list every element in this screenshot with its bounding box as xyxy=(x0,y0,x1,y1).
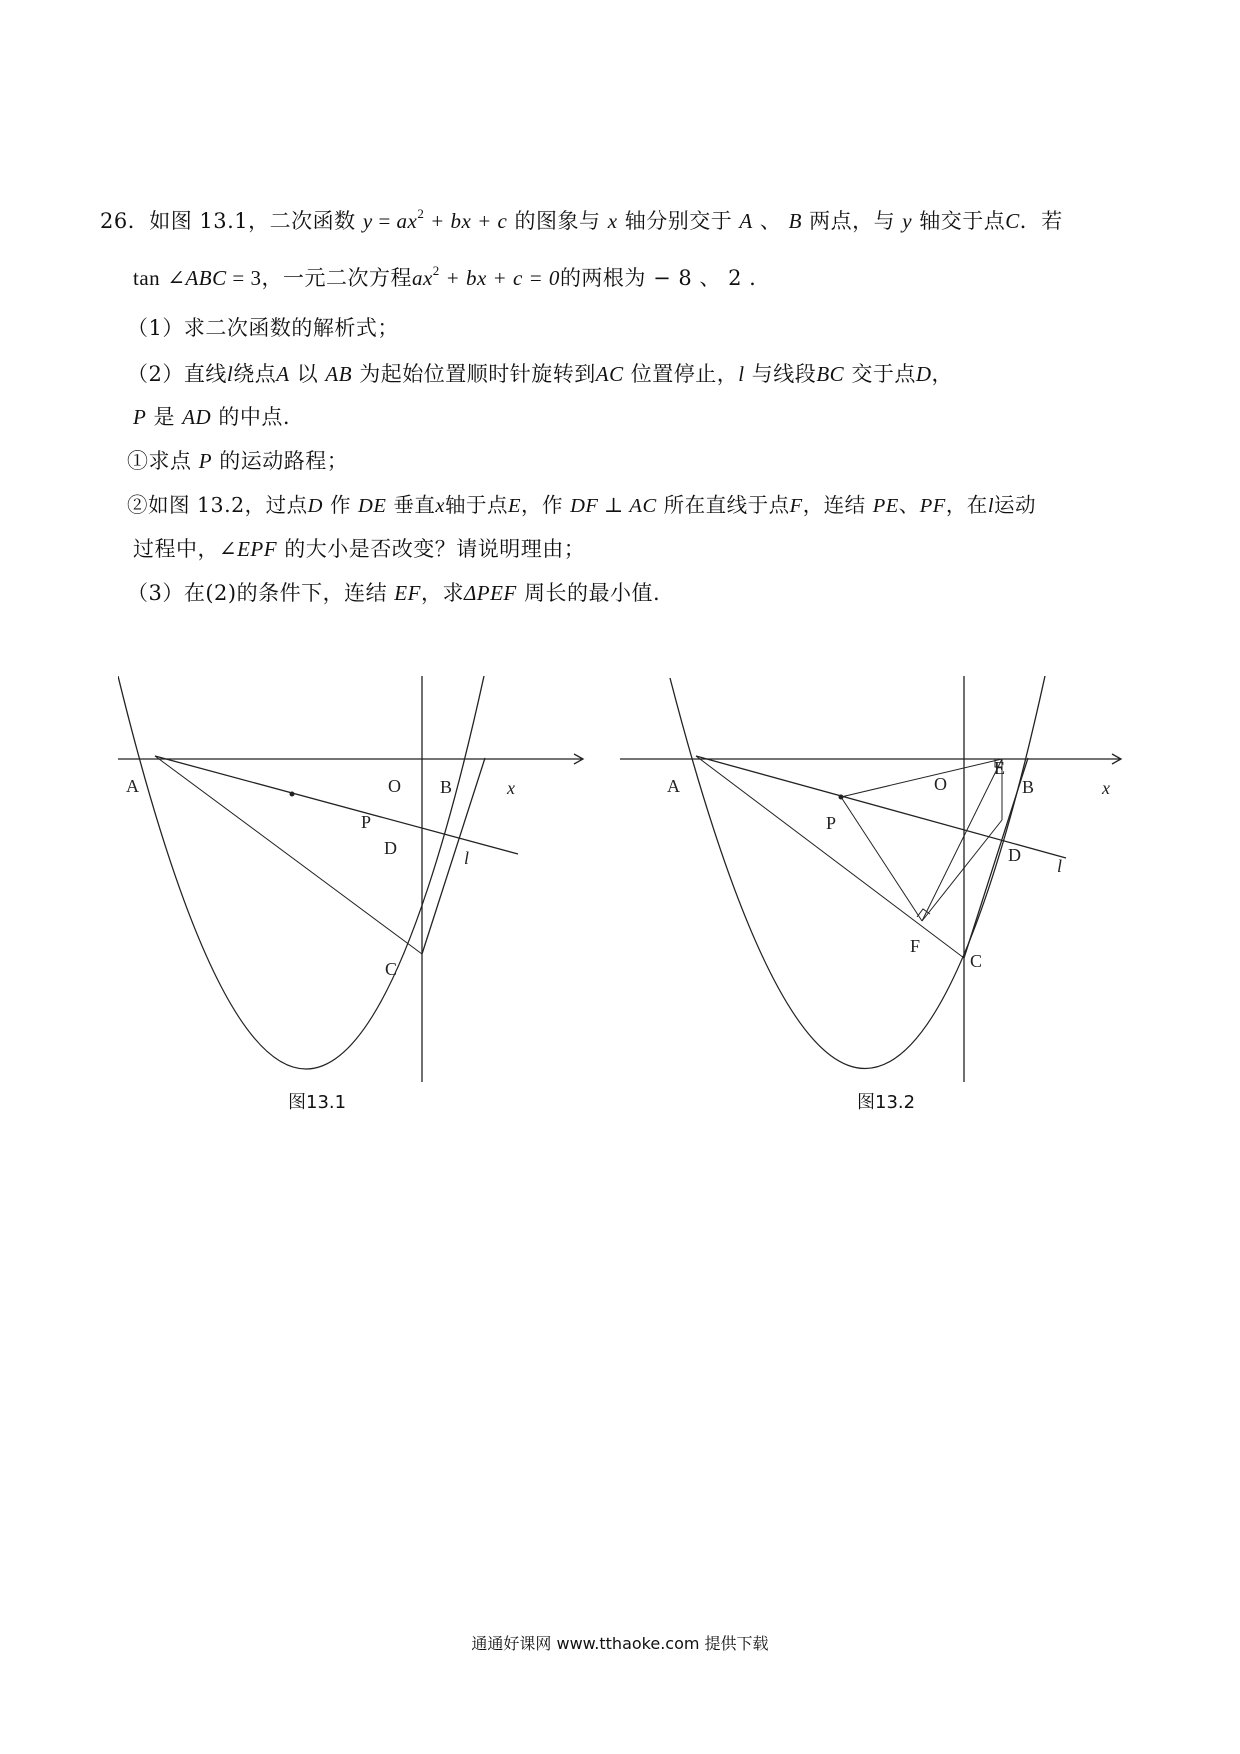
point-P xyxy=(290,792,295,797)
text: ①求点 xyxy=(127,449,199,473)
text: ， xyxy=(931,362,954,386)
math-l: l xyxy=(226,362,234,386)
question-2-2-cont xyxy=(133,533,585,563)
math-rest: + bx + c = 0 xyxy=(439,266,560,290)
label-l: l xyxy=(464,848,470,868)
text: ，一元二次方程 xyxy=(261,266,412,290)
text: 的图象与 xyxy=(507,209,608,233)
figure-13-1 xyxy=(118,676,588,1120)
figure-13-2 xyxy=(620,676,1130,1120)
math-AB: AB xyxy=(325,362,353,386)
label-D: D xyxy=(384,838,397,858)
math-DE: DE xyxy=(358,495,387,517)
problem-number: 26． xyxy=(100,209,150,233)
problem-line-1 xyxy=(100,205,1063,235)
math-A: A xyxy=(739,209,753,233)
figure-13-1-caption: 图13.1 xyxy=(288,1092,347,1113)
parabola xyxy=(670,676,1045,1069)
label-A: A xyxy=(667,776,680,796)
math-F: F xyxy=(789,495,803,517)
text: 为起始位置顺时针旋转到 xyxy=(352,362,596,386)
text: 交于点 xyxy=(844,362,916,386)
text: 、 xyxy=(898,493,920,517)
figure-13-2-caption: 图13.2 xyxy=(857,1092,916,1113)
math-DF: DF xyxy=(570,495,599,517)
text: 轴交于点 xyxy=(912,209,1006,233)
math-perp: ⊥ xyxy=(598,495,630,517)
text: 、 xyxy=(752,209,789,233)
math-y: y xyxy=(902,209,913,233)
question-2-1 xyxy=(127,445,348,475)
problem-line-2 xyxy=(133,262,756,292)
label-B: B xyxy=(440,777,453,797)
math-angle: ∠ABC xyxy=(167,266,227,290)
label-O: O xyxy=(388,776,401,796)
math-l: l xyxy=(987,495,995,517)
text: 作 xyxy=(322,493,359,517)
text: ．若 xyxy=(1019,209,1063,233)
math-angle: ∠EPF xyxy=(219,537,278,561)
math-x: x xyxy=(435,495,445,517)
question-1 xyxy=(127,312,399,342)
math-E: E xyxy=(508,495,522,517)
label-B: B xyxy=(1022,777,1035,797)
math-PF: PF xyxy=(919,495,946,517)
text: 的大小是否改变？请说明理由； xyxy=(277,537,586,561)
question-2-cont xyxy=(133,401,290,431)
text: 周长的最小值. xyxy=(516,581,661,605)
text: 垂直 xyxy=(386,493,436,517)
text: 轴分别交于 xyxy=(617,209,740,233)
math-P: P xyxy=(133,405,147,429)
math-ax: ax xyxy=(396,209,418,233)
line-l xyxy=(696,756,1066,858)
math-AC: AC xyxy=(629,495,657,517)
segment-BC xyxy=(422,758,485,954)
text: 所在直线于点 xyxy=(656,493,790,517)
math-D: D xyxy=(915,362,932,386)
question-3 xyxy=(127,577,660,607)
math-EF: EF xyxy=(394,581,421,605)
label-F: F xyxy=(910,936,921,956)
segment-DF xyxy=(922,820,1002,921)
math-eq: = 3 xyxy=(226,266,262,290)
label-E: E xyxy=(994,758,1005,778)
math-A: A xyxy=(276,362,290,386)
math-exp: 2 xyxy=(432,263,440,278)
text: 运动 xyxy=(994,493,1037,517)
label-x: x xyxy=(507,778,515,798)
math-ax: ax xyxy=(411,266,433,290)
segment-PE xyxy=(841,759,1002,797)
figure-13-1-diagram xyxy=(118,676,588,1116)
text: （2）直线 xyxy=(127,362,227,386)
math-BC: BC xyxy=(816,362,845,386)
label-O: O xyxy=(934,774,947,794)
math-C: C xyxy=(1005,209,1020,233)
segment-AC xyxy=(155,756,422,954)
math-l: l xyxy=(738,362,745,386)
math-D: D xyxy=(307,495,323,517)
text: 是 xyxy=(146,405,183,429)
math-PE: PE xyxy=(872,495,899,517)
label-P: P xyxy=(826,813,837,833)
figure-13-2-diagram xyxy=(620,676,1130,1116)
math-B: B xyxy=(788,209,802,233)
label-l: l xyxy=(1057,856,1063,876)
label-x: x xyxy=(1102,778,1110,798)
math-triangle: ΔPEF xyxy=(463,581,517,605)
text: ②如图 13.2，过点 xyxy=(127,493,308,517)
text: ，求 xyxy=(420,581,464,605)
text: 与线段 xyxy=(744,362,817,386)
footer-source: 通通好课网 www.tthaoke.com 提供下载 xyxy=(471,1634,769,1653)
label-P: P xyxy=(361,812,372,832)
question-2 xyxy=(127,358,953,388)
segment-AC xyxy=(696,756,964,958)
text: 轴于点 xyxy=(445,493,508,517)
math-exp: 2 xyxy=(417,206,425,221)
text: 位置停止， xyxy=(623,362,739,386)
label-D: D xyxy=(1008,845,1021,865)
label-C: C xyxy=(385,959,398,979)
math-rest: + bx + c xyxy=(424,209,508,233)
math-y: y xyxy=(362,209,373,233)
label-A: A xyxy=(126,776,139,796)
math-x: x xyxy=(607,209,618,233)
text: 的两根为 − 8 、 2 . xyxy=(559,266,757,290)
text: 的运动路程； xyxy=(212,449,349,473)
math-P: P xyxy=(198,449,213,473)
parabola xyxy=(118,676,484,1069)
text: 如图 13.1，二次函数 xyxy=(149,209,356,233)
math-eq: = xyxy=(372,209,397,233)
text: 绕点 xyxy=(233,362,277,386)
text: 以 xyxy=(289,362,326,386)
text: （3）在(2)的条件下，连结 xyxy=(127,581,395,605)
math-AC: AC xyxy=(595,362,624,386)
label-C: C xyxy=(970,951,983,971)
math-AD: AD xyxy=(182,405,212,429)
question-2-2 xyxy=(127,488,1036,518)
text: 过程中， xyxy=(133,537,219,561)
text: （1）求二次函数的解析式； xyxy=(127,316,399,340)
line-l xyxy=(155,756,518,854)
text: ，连结 xyxy=(802,493,873,517)
text: ，作 xyxy=(521,493,571,517)
point-P xyxy=(839,795,844,800)
text: 的中点. xyxy=(211,405,291,429)
text: ，在 xyxy=(945,493,988,517)
math-tan: tan xyxy=(133,266,161,290)
text: 两点，与 xyxy=(801,209,903,233)
